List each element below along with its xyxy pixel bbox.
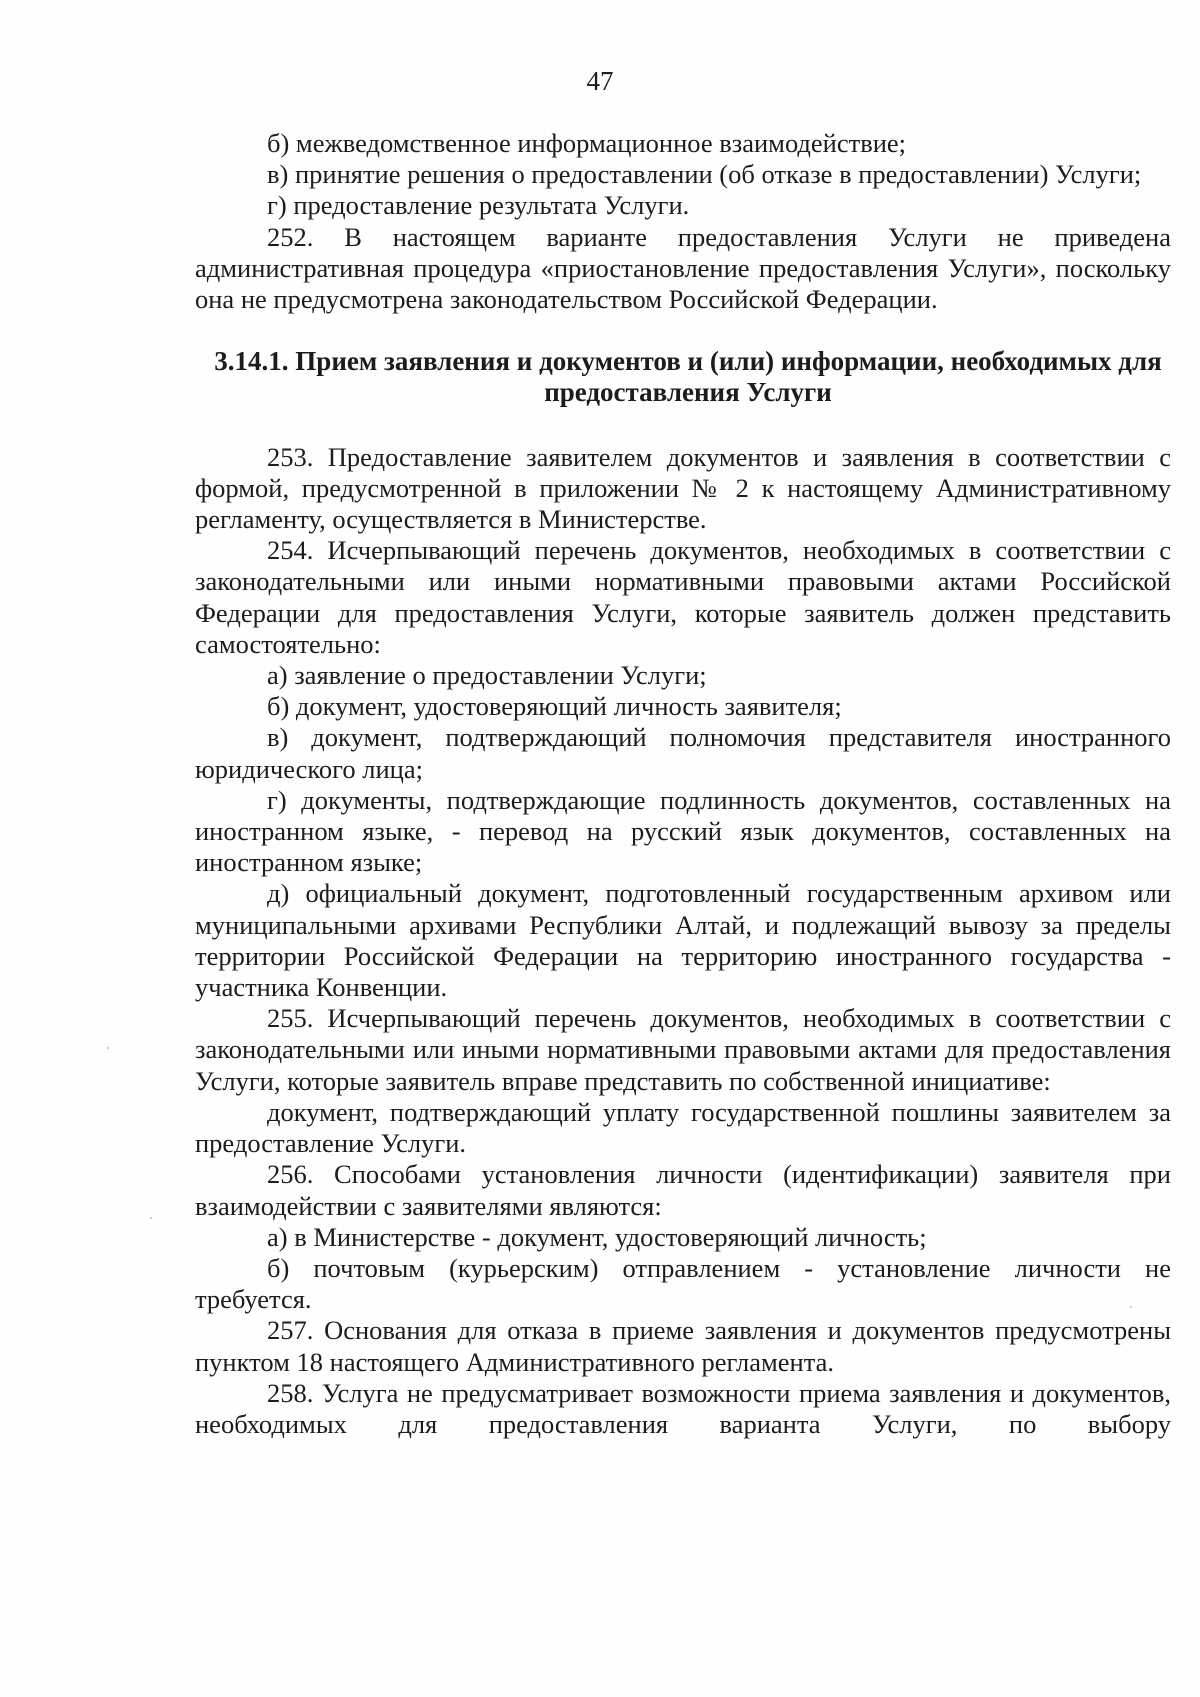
paragraph-254-item-g: г) документы, подтверждающие подлинность документов, составленных на иностранном языке, - перевод на русский язык документов, составленных на иностранном языке; <box>195 784 1171 878</box>
scan-speck <box>107 1047 109 1049</box>
paragraph-item-g-result: г) предоставление результата Услуги. <box>267 190 690 221</box>
paragraph-item-b-interagency: б) межведомственное информационное взаимодействие; <box>267 128 907 158</box>
section-heading-3-14-1: 3.14.1. Прием заявления и документов и (или) информации, необходимых для предоставления Услуги <box>214 346 1162 408</box>
paragraph-item-v-decision: в) принятие решения о предоставлении (об отказе в предоставлении) Услуги; <box>267 159 1142 190</box>
paragraph-254-item-v: в) документ, подтверждающий полномочия представителя иностранного юридического лица; <box>195 722 1171 784</box>
paragraph-252: 252. В настоящем варианте предоставления Услуги не приведена административная процедура «приостановление предоставления Услуги», поскольку она не предусмотрена законодательством Российской Федерации. <box>195 221 1171 315</box>
paragraph-255-document: документ, подтверждающий уплату государственной пошлины заявителем за предоставление Услуги. <box>195 1096 1171 1159</box>
paragraph-254-item-b: б) документ, удостоверяющий личность заявителя; <box>267 691 842 722</box>
paragraph-254-item-d: д) официальный документ, подготовленный государственным архивом или муниципальными архивами Республики Алтай, и подлежащий вывозу за пределы территории Российской Федерации на территорию иностранного государства - участника Конвенции. <box>195 878 1171 1003</box>
paragraph-254: 254. Исчерпывающий перечень документов, необходимых в соответствии с законодательными или иными нормативными правовыми актами Российской Федерации для предоставления Услуги, которые заявитель должен представить самостоятельно: <box>195 535 1171 659</box>
scan-speck <box>150 1217 152 1219</box>
document-body <box>195 128 1171 1440</box>
paragraph-255: 255. Исчерпывающий перечень документов, необходимых в соответствии с законодательными или иными нормативными правовыми актами для предоставления Услуги, которые заявитель вправе представить по собственной инициативе: <box>195 1003 1171 1096</box>
paragraph-254-item-a: а) заявление о предоставлении Услуги; <box>267 660 707 691</box>
paragraph-256: 256. Способами установления личности (идентификации) заявителя при взаимодействии с заявителями являются: <box>195 1159 1171 1221</box>
scan-speck <box>1130 1306 1132 1308</box>
paragraph-257: 257. Основания для отказа в приеме заявления и документов предусмотрены пунктом 18 настоящего Административного регламента. <box>195 1315 1171 1377</box>
paragraph-253: 253. Предоставление заявителем документов и заявления в соответствии с формой, предусмотренной в приложении № 2 к настоящему Административному регламенту, осуществляется в Министерстве. <box>195 441 1171 535</box>
page-number: 47 <box>586 66 614 96</box>
paragraph-256-item-a: а) в Министерстве - документ, удостоверяющий личность; <box>267 1221 927 1252</box>
paragraph-258: 258. Услуга не предусматривает возможности приема заявления и документов, необходимых для предоставления варианта Услуги, по выбору <box>195 1377 1171 1439</box>
paragraph-256-item-b: б) почтовым (курьерским) отправлением - установление личности не требуется. <box>195 1252 1171 1315</box>
